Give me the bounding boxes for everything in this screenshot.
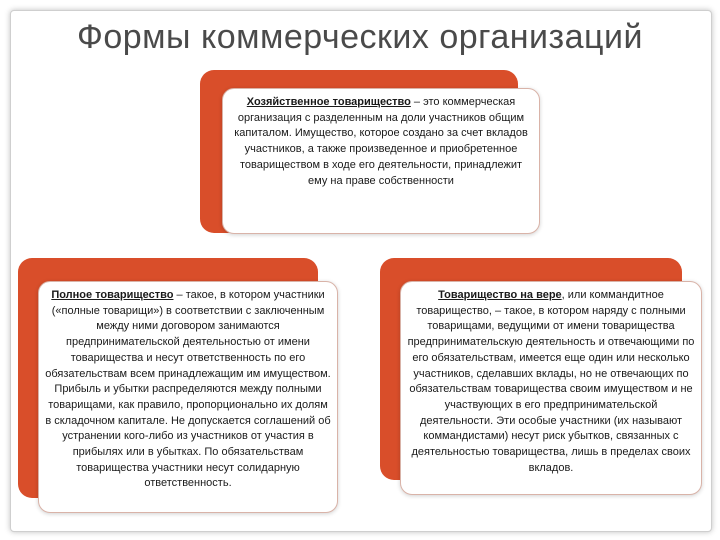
term-limited-partnership: Товарищество на вере bbox=[438, 289, 562, 301]
slide-title: Формы коммерческих организаций bbox=[77, 18, 643, 56]
term-business-partnership: Хозяйственное товарищество bbox=[246, 96, 411, 108]
card-business-partnership bbox=[222, 88, 540, 234]
term-general-partnership: Полное товарищество bbox=[51, 289, 174, 301]
definition-limited-partnership: , или коммандитное товарищество, – такое, в котором наряду с полными товарищами, ведущими от имени товарищества предпринимательскую деятельность и отвечающими по его обязательствам, имеется еще один или несколько участников, сделавших вклады, но не отвечающих по обязательствам товарищества своим имуществом и не участвующих в его предпринимательской деятельности. Эти особые участники (их называют коммандистами) несут риск убытков, связанных с деятельностью товарищества, лишь в пределах своих вкладов. bbox=[407, 289, 695, 474]
card-limited-partnership bbox=[400, 281, 702, 495]
definition-business-partnership: – это коммерческая организация с разделенным на доли участников общим капиталом. Имущество, которое создано за счет вкладов участников, а также произведенное и приобретенное товариществом в ходе его деятельности, принадлежит ему на праве собственности bbox=[234, 96, 528, 187]
definition-general-partnership: – такое, в котором участники («полные товарищи») в соответствии с заключенным между ними договором занимаются предпринимательской деятельностью от имени товарищества и несут ответственность по его обязательствам всем принадлежащим им имуществом. Прибыль и убытки распределяются между полными товарищами, как правило, пропорционально их долям в складочном капитале. Не допускается соглашений об устранении кого-либо из участников от участия в прибылях или в убытках. По обязательствам товарищества участники несут солидарную ответственность. bbox=[45, 289, 331, 490]
card-general-partnership bbox=[38, 281, 338, 513]
